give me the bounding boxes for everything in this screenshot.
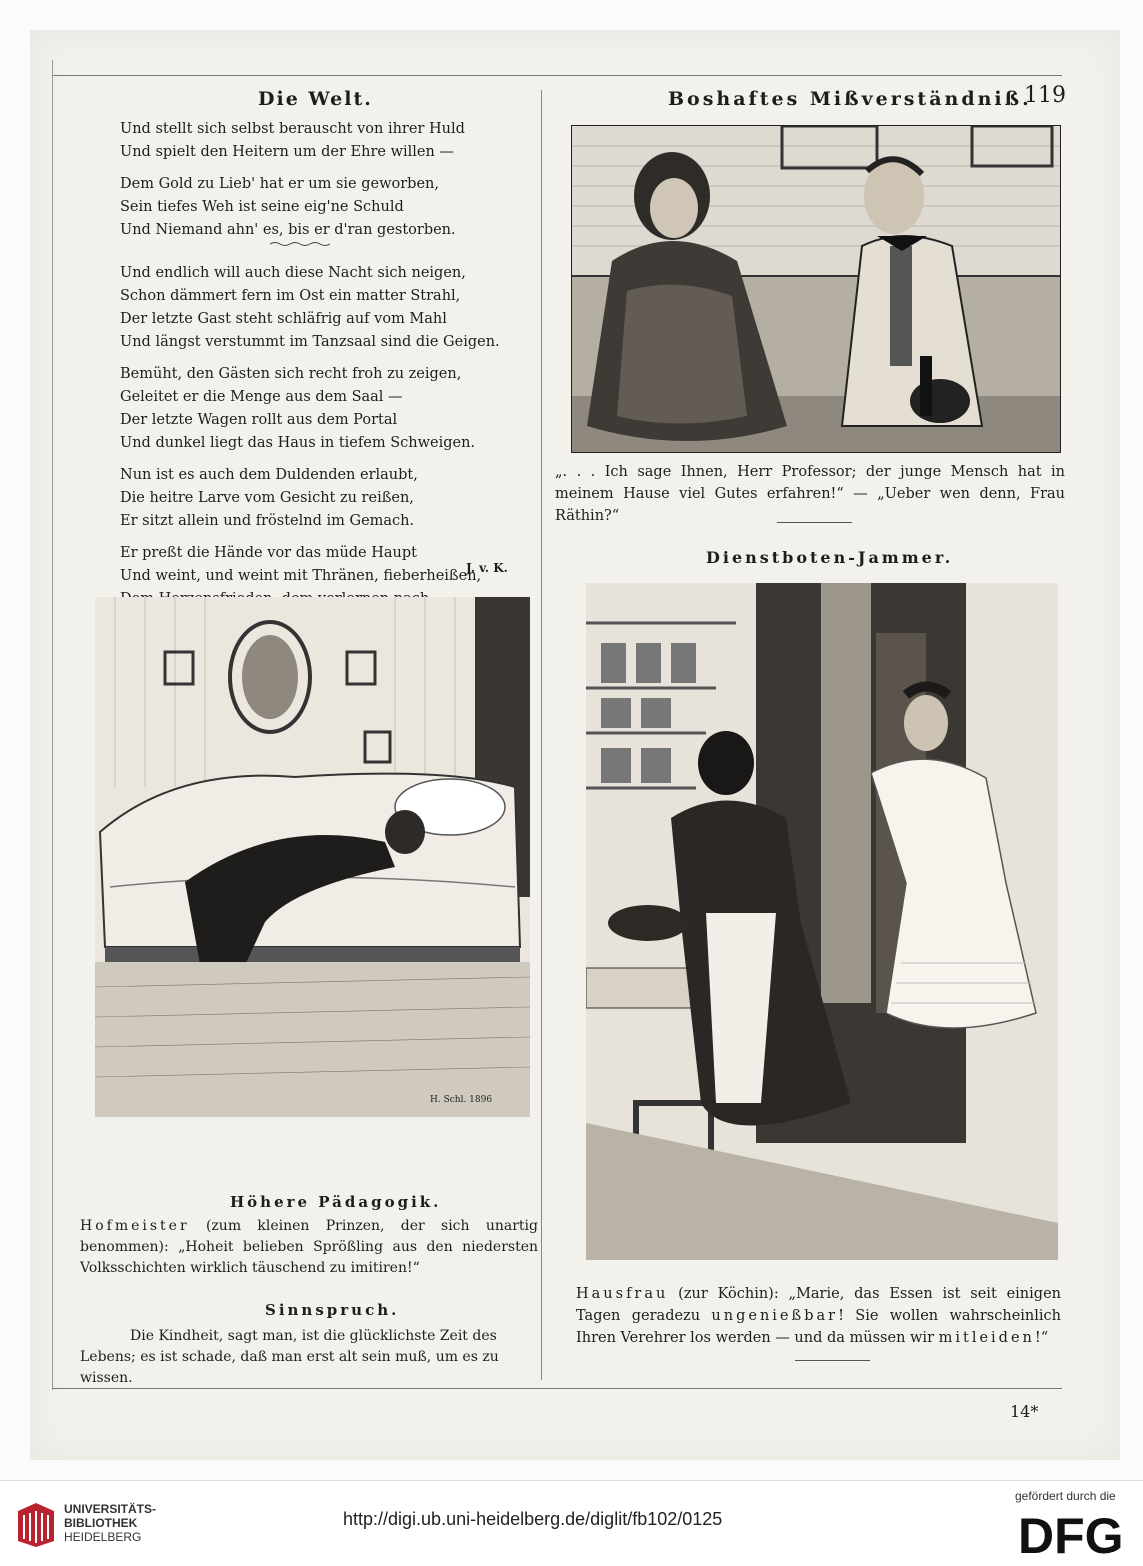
pedagogy-speaker: Hofmeister	[80, 1218, 190, 1234]
servant-illustration	[586, 583, 1058, 1260]
page-frame-top	[52, 75, 1062, 76]
poem-line: Und endlich will auch diese Nacht sich neigen,	[120, 265, 466, 281]
poem-line: Und längst verstummt im Tanzsaal sind die Geigen.	[120, 334, 500, 350]
separator-line	[795, 1360, 870, 1361]
pedagogy-title: Höhere Pädagogik.	[230, 1193, 442, 1211]
pedagogy-text: (zum kleinen Prinzen, der sich unartig benommen): „Hoheit belieben Sprößling aus den niedersten Volksschichten wirklich täuschend zu imitiren!“	[80, 1218, 538, 1276]
digitization-footer	[0, 1480, 1143, 1566]
poem-line: Schon dämmert fern im Ost ein matter Strahl,	[120, 288, 461, 304]
servant-emphasis-2: mitleiden	[938, 1330, 1035, 1346]
servant-title: Dienstboten-Jammer.	[706, 548, 954, 567]
page-mark: 14*	[1010, 1402, 1039, 1421]
servant-caption	[576, 1283, 1061, 1349]
page-frame-left	[52, 60, 53, 1390]
saying-text-block	[80, 1326, 540, 1389]
source-url-link[interactable]: http://digi.ub.uni-heidelberg.de/diglit/fb102/0125	[343, 1509, 723, 1529]
poem-line: Und Niemand ahn' es, bis er d'ran gestorben.	[120, 222, 456, 238]
servant-caption-part1: (zur Köchin): „Marie, das Essen ist seit einigen Tagen geradezu	[576, 1286, 1061, 1324]
poem-line: Der letzte Wagen rollt aus dem Portal	[120, 412, 398, 428]
university-library-logo-icon	[14, 1499, 58, 1549]
saying-text: Die Kindheit, sagt man, ist die glücklichste Zeit des Lebens; es ist schade, daß man erst alt sein muß, um es zu wissen.	[80, 1328, 499, 1386]
column-divider	[541, 90, 542, 1380]
servant-caption-end: !“	[1034, 1330, 1049, 1346]
poem-stanza	[120, 173, 530, 242]
library-line-2: BIBLIOTHEK	[64, 1516, 138, 1530]
servant-speaker: Hausfrau	[576, 1286, 669, 1302]
poem-line: Dem Gold zu Lieb' hat er um sie geworben,	[120, 176, 439, 192]
misunderstanding-illustration	[571, 125, 1061, 453]
library-line-1: UNIVERSITÄTS-	[64, 1502, 157, 1516]
library-name	[64, 1502, 156, 1544]
cartoon-header: Boshaftes Mißverständniß.	[668, 88, 1032, 110]
poem-header: Die Welt.	[258, 88, 373, 110]
ornament-divider	[270, 241, 330, 247]
servant-emphasis-1: ungenießbar	[711, 1308, 839, 1324]
poem-line: Bemüht, den Gästen sich recht froh zu zeigen,	[120, 366, 462, 382]
pedagogy-caption	[80, 1216, 538, 1279]
poem-line: Und weint, und weint mit Thränen, fieberheißen,	[120, 568, 482, 584]
page-number: 119	[1024, 83, 1066, 108]
poem-line: Sein tiefes Weh ist seine eig'ne Schuld	[120, 199, 404, 215]
poem-stanza	[120, 363, 530, 455]
poem-stanza	[120, 118, 530, 164]
separator-line	[777, 522, 852, 523]
poem-stanza	[120, 262, 530, 354]
poem-line: Er sitzt allein und fröstelnd im Gemach.	[120, 513, 415, 529]
saying-title: Sinnspruch.	[265, 1301, 400, 1319]
poem-line: Und spielt den Heitern um der Ehre willen —	[120, 144, 454, 160]
funded-by-label: gefördert durch die	[1015, 1489, 1116, 1503]
poem-line: Und dunkel liegt das Haus in tiefem Schweigen.	[120, 435, 476, 451]
svg-text:DFG: DFG	[1018, 1508, 1124, 1559]
poem-author: J. v. K.	[466, 561, 508, 575]
poem-line: Nun ist es auch dem Duldenden erlaubt,	[120, 467, 418, 483]
poem-line: Der letzte Gast steht schläfrig auf vom Mahl	[120, 311, 447, 327]
library-line-3: HEIDELBERG	[64, 1530, 142, 1544]
poem-line: Er preßt die Hände vor das müde Haupt	[120, 545, 417, 561]
poem-stanza	[120, 464, 530, 533]
poem-text	[120, 118, 530, 620]
pedagogy-signature: H. Schl. 1896	[430, 1095, 493, 1105]
poem-line: Geleitet er die Menge aus dem Saal —	[120, 389, 403, 405]
poem-line: Und stellt sich selbst berauscht von ihrer Huld	[120, 121, 465, 137]
servant-caption-part2: ! Sie wollen wahrscheinlich Ihren Verehrer los werden — und da müssen wir	[576, 1308, 1061, 1346]
dfg-logo-icon	[1016, 1507, 1130, 1559]
misunderstanding-caption: „. . . Ich sage Ihnen, Herr Professor; der junge Mensch hat in meinem Hause viel Gutes erfahren!“ — „Ueber wen denn, Frau Räthin?“	[555, 464, 1065, 524]
poem-line: Die heitre Larve vom Gesicht zu reißen,	[120, 490, 414, 506]
pedagogy-illustration	[95, 597, 530, 1117]
